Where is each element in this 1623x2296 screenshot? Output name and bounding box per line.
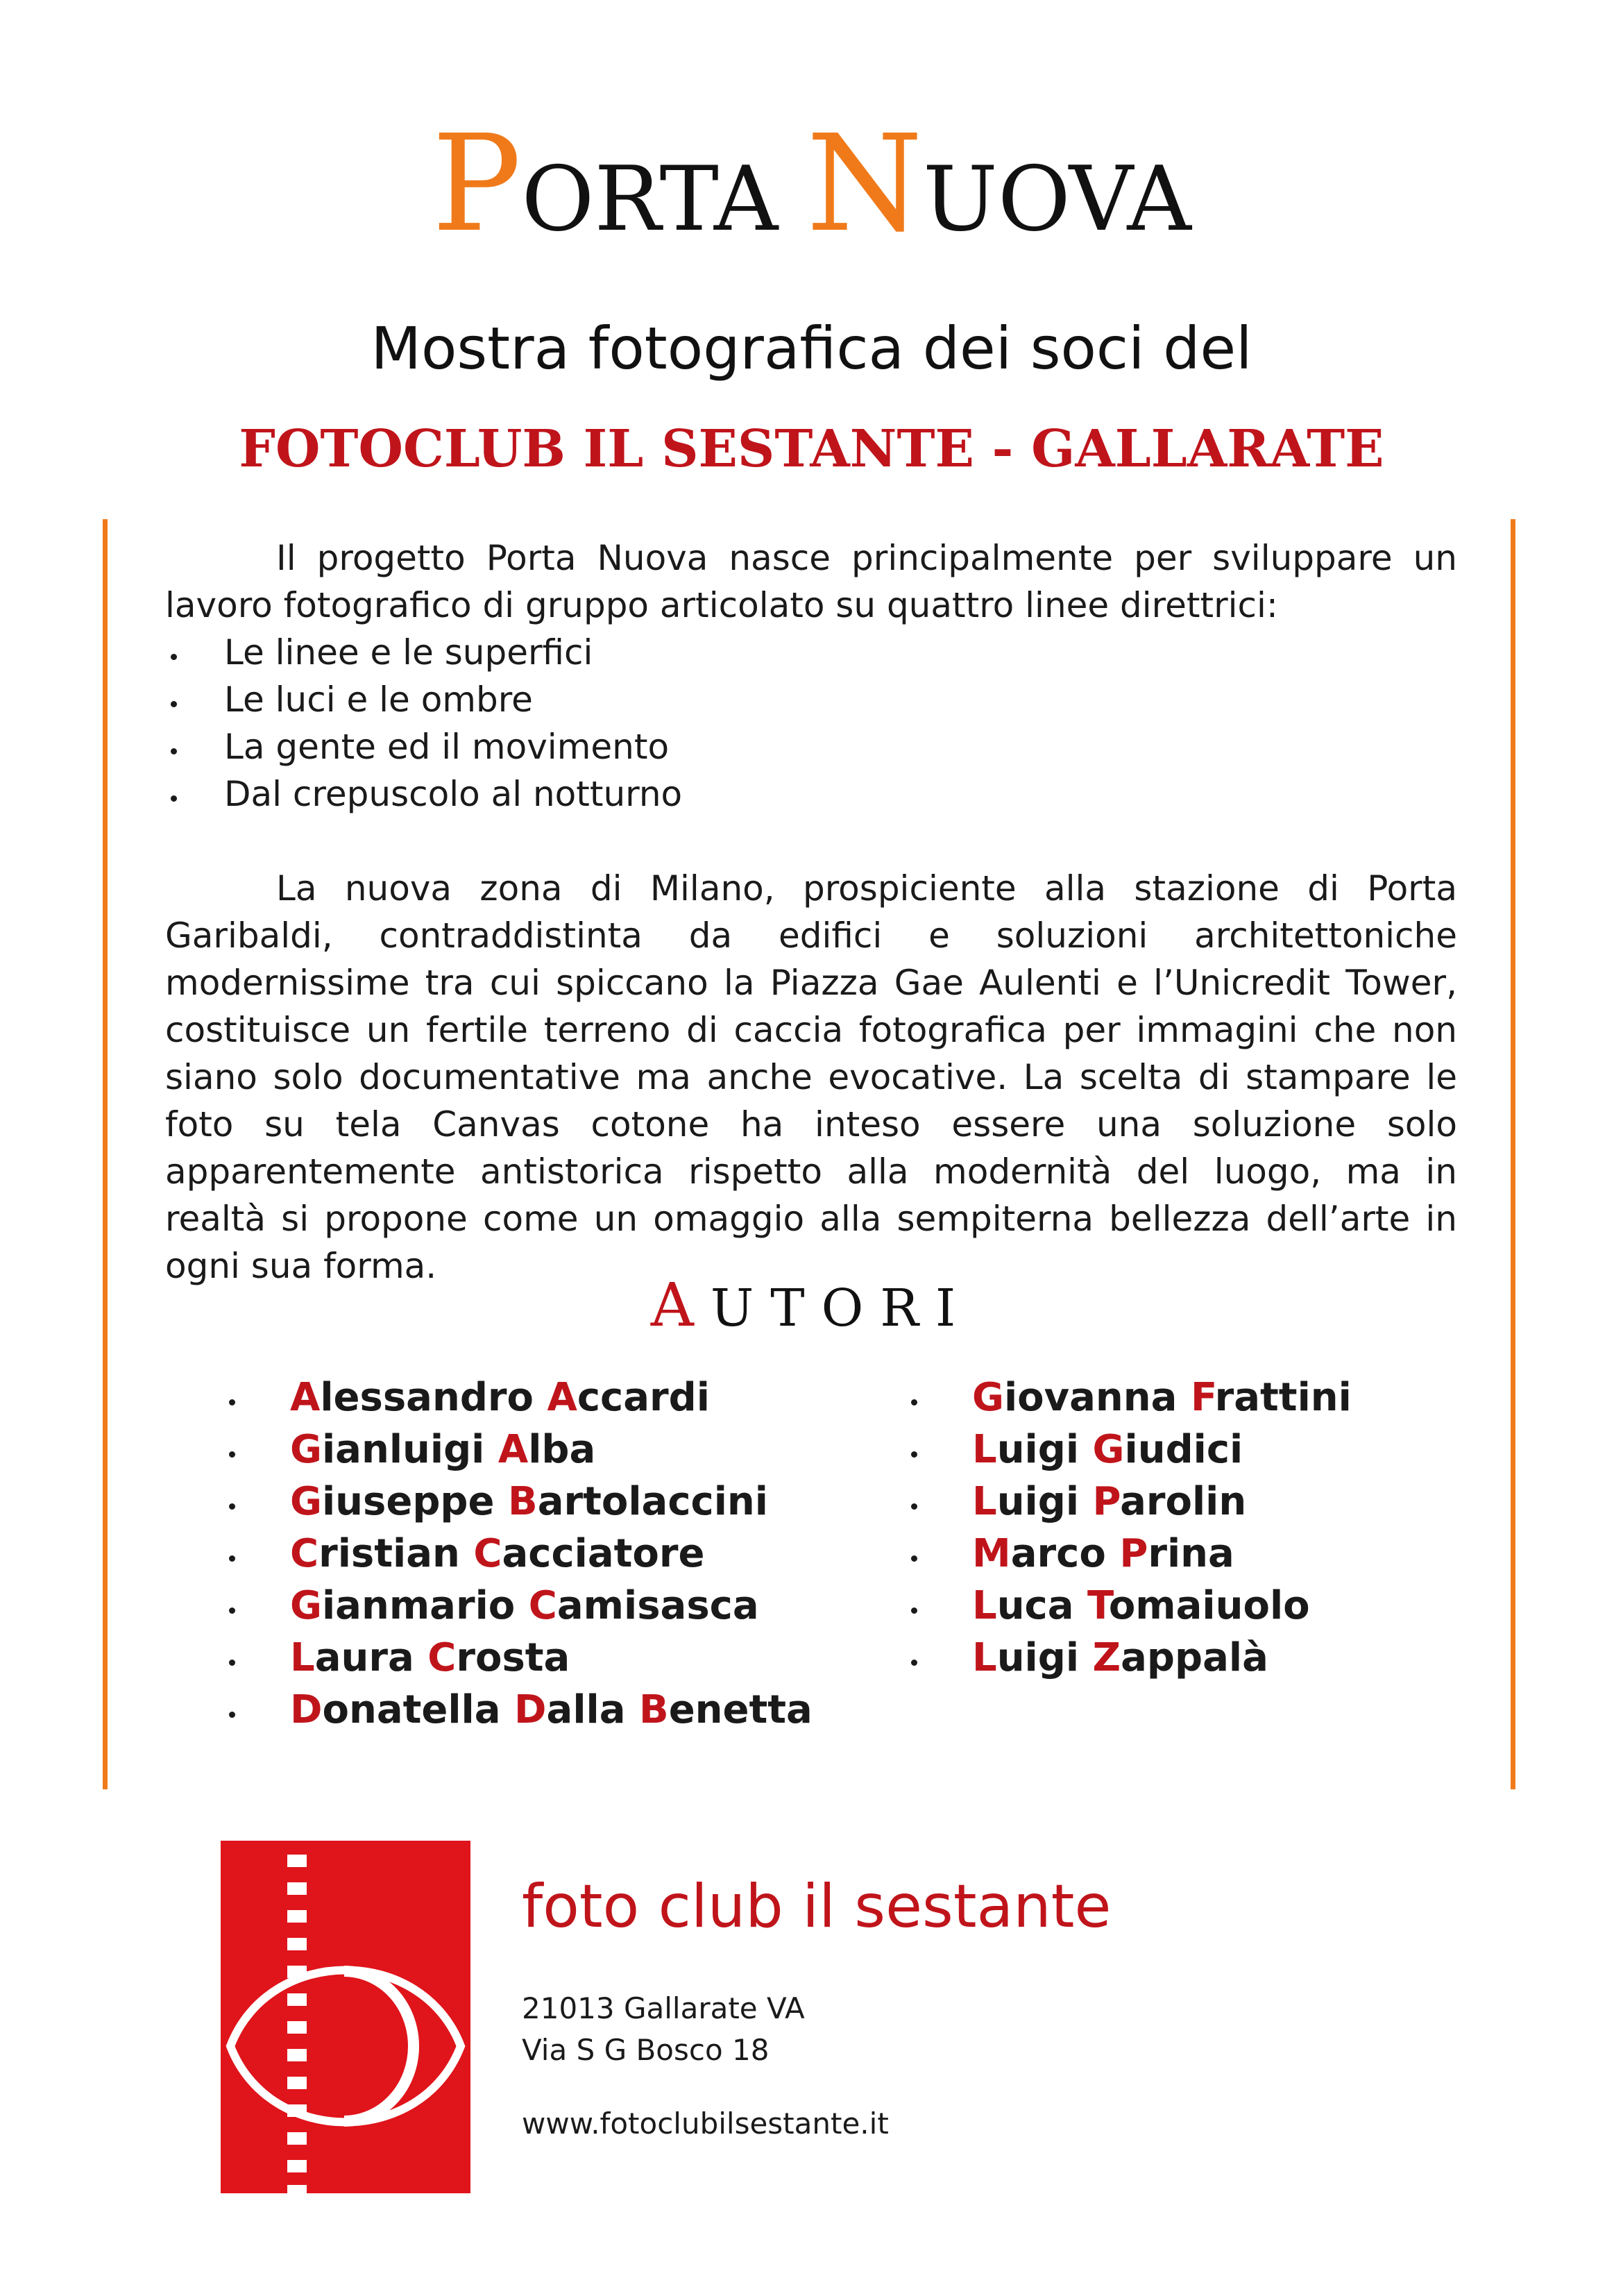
- footer-club-name: foto club il sestante: [522, 1872, 1112, 1941]
- author-item: Gianluigi Alba: [223, 1424, 813, 1476]
- logo-background: [221, 1841, 470, 2193]
- right-orange-rule: [1511, 519, 1515, 1789]
- guidelines-list: [165, 629, 1457, 818]
- page-subtitle: Mostra fotografica dei soci del: [371, 314, 1252, 382]
- author-item: Cristian Cacciatore: [223, 1528, 813, 1580]
- author-item: Laura Crosta: [223, 1632, 813, 1684]
- footer-website-link[interactable]: www.fotoclubilsestante.it: [522, 2107, 889, 2141]
- title-word: NUOVA: [806, 107, 1191, 262]
- author-item: Giovanna Frattini: [906, 1371, 1352, 1424]
- guideline-item: Le luci e le ombre: [165, 676, 1457, 723]
- title-word: PORTA: [432, 107, 779, 262]
- club-name-heading: FOTOCLUB IL SESTANTE - GALLARATE: [239, 419, 1384, 479]
- guideline-item: Dal crepuscolo al notturno: [165, 770, 1457, 818]
- authors-list-left: [223, 1371, 813, 1736]
- address-line-2: Via S G Bosco 18: [522, 2033, 770, 2067]
- author-item: Gianmario Camisasca: [223, 1580, 813, 1632]
- author-item: Giuseppe Bartolaccini: [223, 1476, 813, 1528]
- description-paragraph: La nuova zona di Milano, prospiciente alla stazione di Porta Garibaldi, contraddistinta da edifici e soluzioni architettoniche modernissime tra cui spiccano la Piazza Gae Aulenti e l’Unicredit Tower, costituisce un fertile terreno di caccia fotografica per immagini che non siano solo documentative ma anche evocative. La scelta di stampare le foto su tela Canvas cotone ha inteso essere una soluzione solo apparentemente antistorica rispetto alla modernità del luogo, ma in realtà si propone come un omaggio alla sempiterna bellezza dell’arte in ogni sua forma.: [165, 868, 1457, 1286]
- address-line-1: 21013 Gallarate VA: [522, 1991, 805, 2025]
- authors-heading: AUTORI: [650, 1271, 973, 1340]
- guideline-item: Le linee e le superfici: [165, 629, 1457, 676]
- guideline-item: La gente ed il movimento: [165, 723, 1457, 770]
- author-item: Luigi Giudici: [906, 1424, 1352, 1476]
- page-title: [0, 107, 1623, 262]
- author-item: Luigi Zappalà: [906, 1632, 1352, 1684]
- author-item: Luigi Parolin: [906, 1476, 1352, 1528]
- author-item: Donatella Dalla Benetta: [223, 1684, 813, 1736]
- intro-paragraph: Il progetto Porta Nuova nasce principalmente per sviluppare un lavoro fotografico di gruppo articolato su quattro linee direttrici:: [165, 538, 1457, 625]
- authors-list-right: [906, 1371, 1352, 1684]
- left-orange-rule: [103, 519, 108, 1789]
- intro-text: [165, 534, 1457, 1290]
- author-item: Alessandro Accardi: [223, 1371, 813, 1424]
- film-strip-eye-icon: [221, 1841, 470, 2193]
- author-item: Marco Prina: [906, 1528, 1352, 1580]
- author-item: Luca Tomaiuolo: [906, 1580, 1352, 1632]
- footer-address: [522, 1988, 805, 2071]
